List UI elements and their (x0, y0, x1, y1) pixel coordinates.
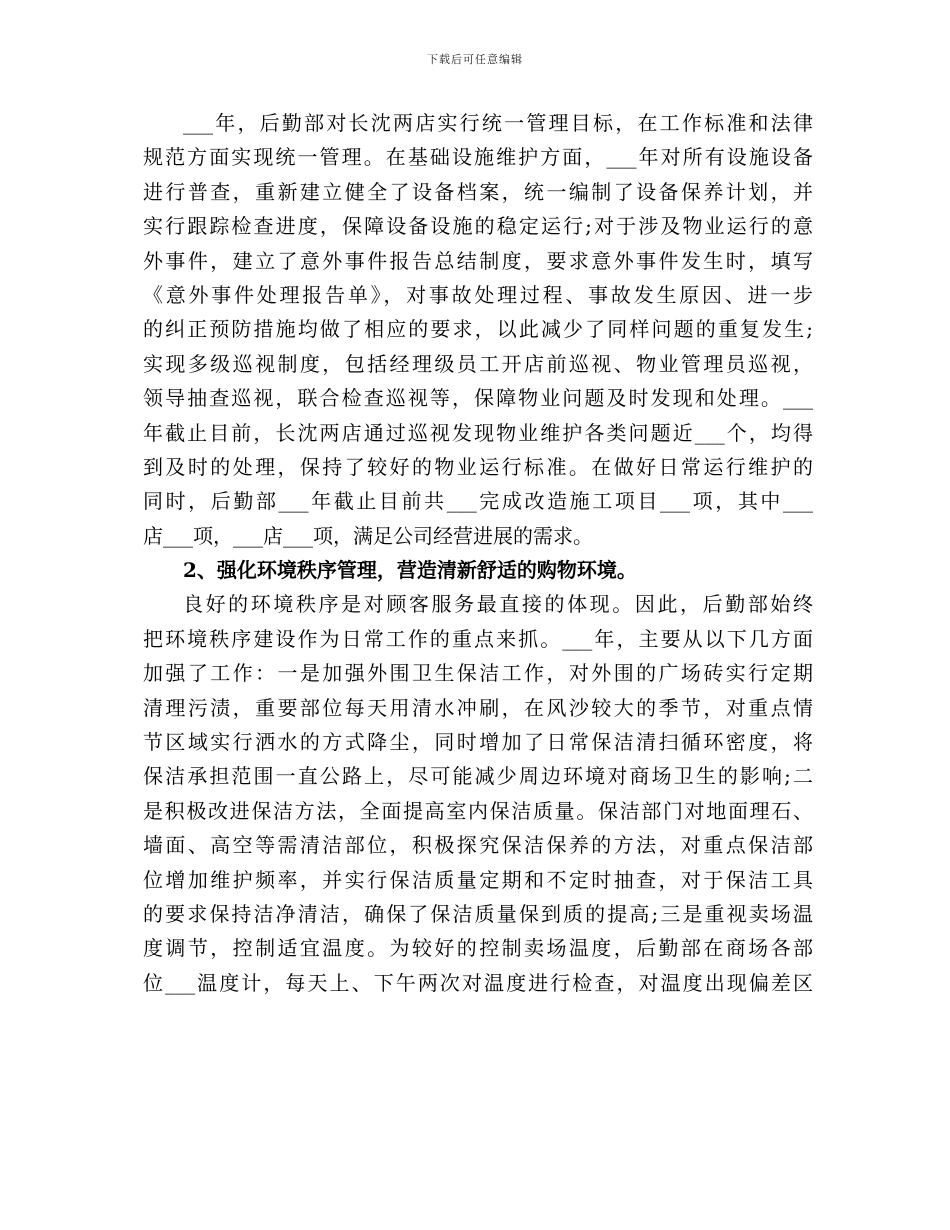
section-heading (143, 553, 813, 587)
text-line: 《意外事件处理报告单》，对事故处理过程、事故发生原因、进一步 (143, 282, 813, 307)
text-line: 领导抽查巡视，联合检查巡视等，保障物业问题及时发现和处理。___ (143, 386, 813, 411)
text-line: 年截止目前，长沈两店通过巡视发现物业维护各类问题近___个，均得 (143, 420, 813, 445)
text-line: 的纠正预防措施均做了相应的要求，以此减少了同样问题的重复发生; (143, 317, 813, 342)
text-line: 到及时的处理，保持了较好的物业运行标准。在做好日常运行维护的 (143, 454, 813, 479)
text-line: 规范方面实现统一管理。在基础设施维护方面，___年对所有设施设备 (143, 145, 813, 170)
paragraph (143, 106, 813, 553)
text-line: 是积极改进保洁方法，全面提高室内保洁质量。保洁部门对地面理石、 (143, 798, 813, 823)
text-line: 度调节，控制适宜温度。为较好的控制卖场温度，后勤部在商场各部 (143, 936, 813, 961)
document-body (143, 106, 813, 1000)
text-line: 墙面、高空等需清洁部位，积极探究保洁保养的方法，对重点保洁部 (143, 833, 813, 858)
text-line: ___年，后勤部对长沈两店实行统一管理目标，在工作标准和法律 (183, 111, 813, 135)
text-line: 位增加维护频率，并实行保洁质量定期和不定时抽查，对于保洁工具 (143, 867, 813, 892)
heading-text: 2、强化环境秩序管理，营造清新舒适的购物环境。 (183, 558, 637, 583)
text-line: 实行跟踪检查进度，保障设备设施的稳定运行;对于涉及物业运行的意 (143, 214, 813, 239)
text-line: 保洁承担范围一直公路上，尽可能减少周边环境对商场卫生的影响;二 (143, 764, 813, 789)
paragraph (143, 587, 813, 1000)
text-line: 店___项，___店___项，满足公司经营进展的需求。 (143, 523, 593, 548)
text-line: 位___温度计，每天上、下午两次对温度进行检查，对温度出现偏差区 (143, 970, 813, 995)
text-line: 进行普查，重新建立健全了设备档案，统一编制了设备保养计划，并 (143, 179, 813, 204)
text-line: 清理污渍，重要部位每天用清水冲刷，在风沙较大的季节，对重点情 (143, 695, 813, 720)
page-header: 下载后可任意编辑 (427, 53, 523, 66)
text-line: 的要求保持洁净清洁，确保了保洁质量保到质的提高;三是重视卖场温 (143, 901, 813, 926)
text-line: 外事件，建立了意外事件报告总结制度，要求意外事件发生时，填写 (143, 248, 813, 273)
text-line: 良好的环境秩序是对顾客服务最直接的体现。因此，后勤部始终 (183, 592, 813, 617)
text-line: 实现多级巡视制度，包括经理级员工开店前巡视、物业管理员巡视， (143, 351, 813, 376)
text-line: 加强了工作：一是加强外围卫生保洁工作，对外围的广场砖实行定期 (143, 661, 813, 686)
text-line: 同时，后勤部___年截止目前共___完成改造施工项目___项，其中___ (143, 489, 813, 514)
text-line: 节区域实行洒水的方式降尘，同时增加了日常保洁清扫循环密度，将 (143, 730, 813, 755)
text-line: 把环境秩序建设作为日常工作的重点来抓。___年，主要从以下几方面 (143, 626, 813, 651)
